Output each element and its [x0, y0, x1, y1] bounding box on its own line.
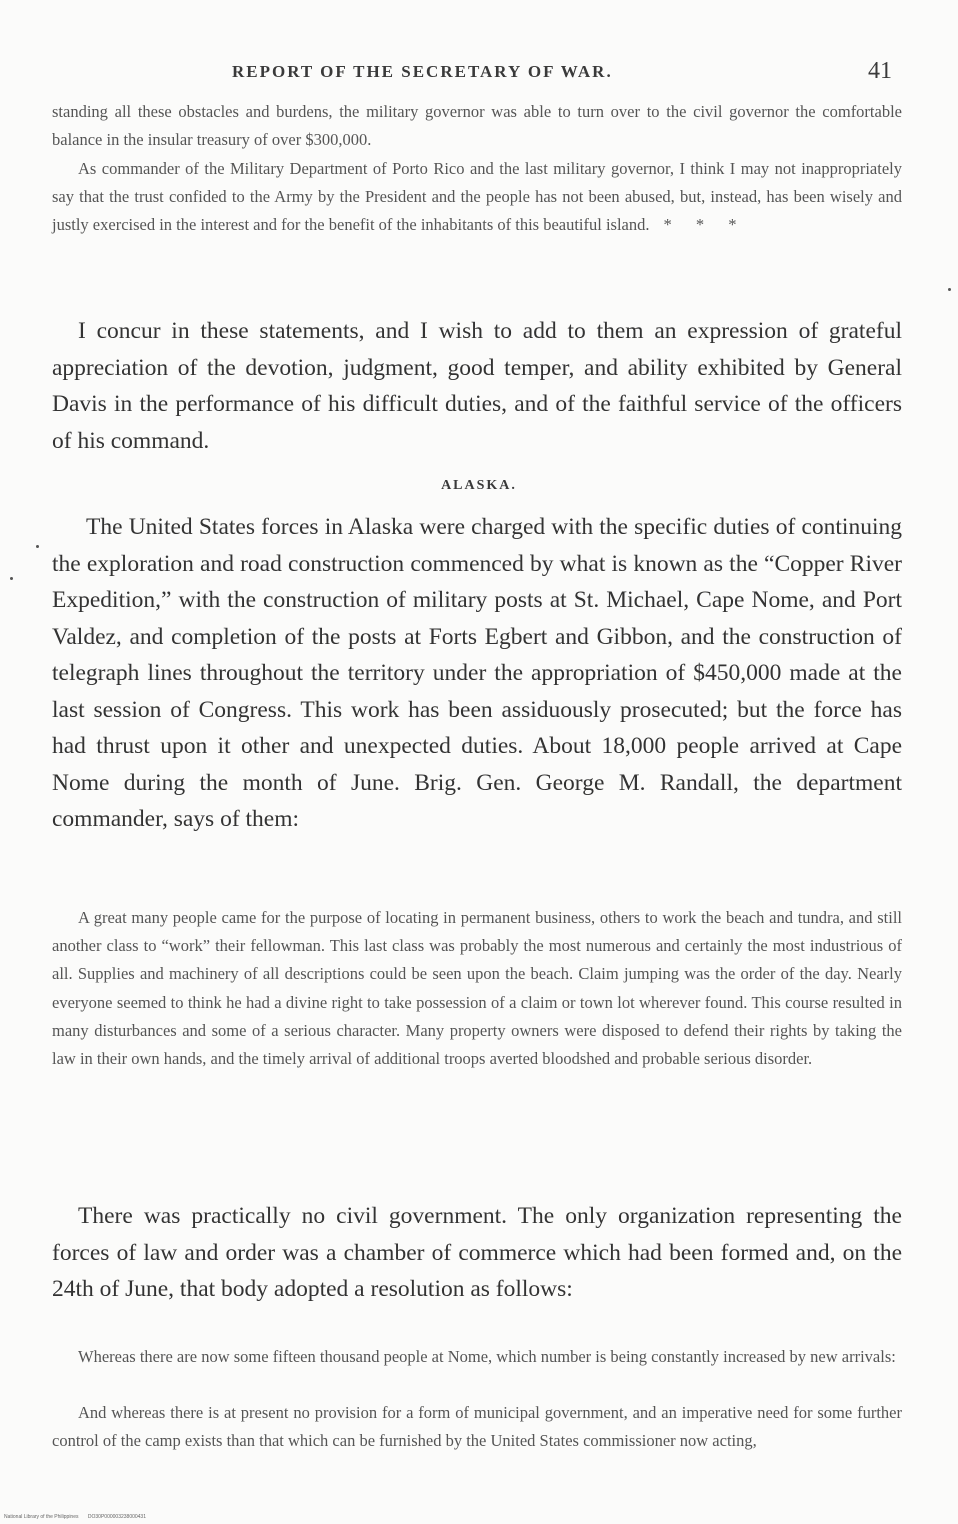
quote-continuation: [52, 98, 902, 154]
paragraph-concur: [52, 313, 902, 459]
quote-whereas-second-text: And whereas there is at present no provision for a form of municipal government, and an imperative need for some further control of the camp exists than that which can be furnished by the United States commissioner now acting,: [52, 1403, 902, 1451]
quote-porto-rico-text: As commander of the Military Department of Porto Rico and the last military governor, I think I may not inappropriately say that the trust confided to the Army by the President and the people has not been abused, but, instead, has been wisely and justly exercised in the interest and for the benefit of the inhabitants of this beautiful island.: [52, 159, 902, 235]
footer-source: National Library of the Philippines: [4, 1514, 79, 1520]
paragraph-alaska: [52, 509, 902, 838]
paragraph-civil-government-text: There was practically no civil government. The only organization representing the forces of law and order was a chamber of commerce which had been formed and, on the 24th of June, that body adopted a resolution as follows:: [52, 1203, 902, 1302]
ellipsis-stars: * * *: [663, 215, 747, 235]
running-head: [0, 58, 958, 88]
scan-speck: [10, 577, 13, 580]
quote-whereas-first-text: Whereas there are now some fifteen thousand people at Nome, which number is being constantly increased by new arrivals:: [78, 1347, 896, 1366]
paragraph-civil-government: [52, 1198, 902, 1308]
quote-randall: [52, 904, 902, 1073]
quote-porto-rico: [52, 155, 902, 240]
footer-identifier: DO30P000003238000431: [87, 1514, 146, 1520]
scan-speck: [948, 288, 951, 291]
quote-whereas-second: [52, 1399, 902, 1455]
section-heading: ALASKA.: [441, 478, 517, 493]
scan-footer: [4, 1514, 154, 1520]
paragraph-alaska-text: The United States forces in Alaska were charged with the specific duties of continuing the exploration and road construction commenced by what is known as the “Copper River Expedition,” with the construction of military posts at St. Michael, Cape Nome, and Port Valdez, and completion of the posts at Forts Egbert and Gibbon, and the construction of telegraph lines throughout the territory under the appropriation of $450,000 made at the last session of Congress. This work has been assiduously prosecuted; but the force has had thrust upon it other and unexpected duties. About 18,000 people arrived at Cape Nome during the month of June. Brig. Gen. George M. Randall, the department commander, says of them:: [52, 514, 902, 832]
paragraph-concur-text: I concur in these statements, and I wish to add to them an expression of grateful appreciation of the devotion, judgment, good temper, and ability exhibited by General Davis in the performance of his difficult duties, and of the faithful service of the officers of his command.: [52, 318, 902, 454]
quote-randall-text: A great many people came for the purpose of locating in permanent business, others to work the beach and tundra, and still another class to “work” their fellowman. This last class was probably the most numerous and certainly the most industrious of all. Supplies and machinery of all descriptions could be seen upon the beach. Claim jumping was the order of the day. Nearly everyone seemed to think he had a divine right to take possession of a claim or town lot wherever found. This course resulted in many disturbances and some of a serious character. Many property owners were disposed to defend their rights by taking the law in their own hands, and the timely arrival of additional troops averted bloodshed and probable serious disorder.: [52, 908, 902, 1069]
quote-whereas-first: [52, 1343, 902, 1371]
scan-speck: [36, 545, 39, 548]
running-title: REPORT OF THE SECRETARY OF WAR.: [232, 62, 613, 81]
quote-continuation-text: standing all these obstacles and burdens, the military governor was able to turn over to the civil governor the comfortable balance in the insular treasury of over $300,000.: [52, 102, 902, 150]
page-number: 41: [868, 58, 892, 84]
